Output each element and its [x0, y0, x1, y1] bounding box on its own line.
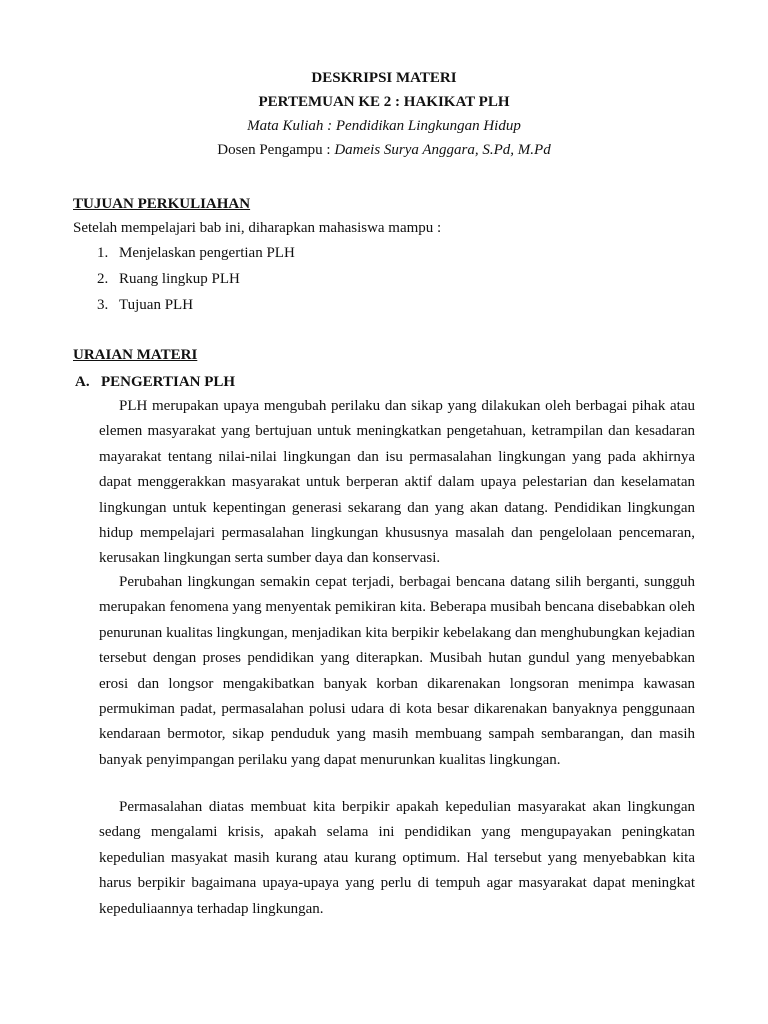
- paragraph-3: Permasalahan diatas membuat kita berpikir apakah kepedulian masyarakat akan lingkungan sedang mengalami krisis, apakah selama ini pendidikan yang mengupayakan peningkatan kepedulian masyakat masih kurang atau kurang optimum. Hal tersebut yang menyebabkan kita harus berpikir bagaimana upaya-upaya yang perlu di tempuh agar masyarakat dapat meningkat kepeduliaannya terhadap lingkungan.: [99, 799, 695, 917]
- tujuan-heading: TUJUAN PERKULIAHAN: [73, 196, 251, 212]
- document-subtitle: PERTEMUAN KE 2 : HAKIKAT PLH: [258, 94, 510, 110]
- list-item-text: Ruang lingkup PLH: [119, 271, 240, 287]
- lecturer-name: Dameis Surya Anggara, S.Pd, M.Pd: [334, 142, 551, 158]
- list-item: [97, 241, 295, 267]
- list-item-text: Menjelaskan pengertian PLH: [119, 245, 295, 261]
- section-a-letter: A.: [75, 374, 90, 390]
- list-item-text: Tujuan PLH: [119, 297, 194, 313]
- lecturer-label: Dosen Pengampu :: [217, 142, 335, 158]
- list-item: [97, 293, 295, 319]
- tujuan-intro: Setelah mempelajari bab ini, diharapkan mahasiswa mampu :: [73, 220, 442, 236]
- section-a-heading: [75, 370, 235, 394]
- list-item-number: 2.: [97, 271, 109, 287]
- uraian-heading: URAIAN MATERI: [73, 347, 198, 363]
- list-item-number: 3.: [97, 297, 109, 313]
- list-item: [97, 267, 295, 293]
- paragraph-2: Perubahan lingkungan semakin cepat terjadi, berbagai bencana datang silih berganti, sungguh merupakan fenomena yang menyentak pemikiran kita. Beberapa musibah bencana disebabkan oleh penurunan kualitas lingkungan, menjadikan kita berpikir kebelakang dan menghubungkan kejadian tersebut dengan proses pendidikan yang diterapkan. Musibah hutan gundul yang menyebabkan erosi dan longsor mengakibatkan banyak korban dikarenakan longsoran menimpa kawasan permukiman padat, permasalahan polusi udara di kota besar dikarenakan banyaknya penggunaan kendaraan bermotor, sikap penduduk yang masih membuang sampah sembarangan, dan masih banyak penyimpangan perilaku yang dapat menurunkan kualitas lingkungan.: [99, 574, 695, 768]
- list-item-number: 1.: [97, 245, 109, 261]
- section-a-title: PENGERTIAN PLH: [101, 374, 236, 390]
- document-title: DESKRIPSI MATERI: [311, 70, 457, 86]
- tujuan-list: [97, 241, 295, 319]
- paragraph-1: PLH merupakan upaya mengubah perilaku dan sikap yang dilakukan oleh berbagai pihak atau elemen masyarakat yang bertujuan untuk meningkatkan pengetahuan, ketrampilan dan kesadaran mayarakat tentang nilai-nilai lingkungan dan isu permasalahan lingkungan yang pada akhirnya dapat menggerakkan masyarakat untuk berperan aktif dalam upaya pelestarian dan keselamatan lingkungan untuk kepentingan generasi sekarang dan yang akan datang. Pendidikan lingkungan hidup mempelajari permasalahan lingkungan khususnya masalah dan pengelolaan pencemaran, kerusakan lingkungan serta sumber daya dan konservasi.: [99, 398, 695, 567]
- document-header: [0, 66, 768, 162]
- course-name: Mata Kuliah : Pendidikan Lingkungan Hidup: [247, 118, 521, 134]
- lecturer-line: [0, 138, 768, 162]
